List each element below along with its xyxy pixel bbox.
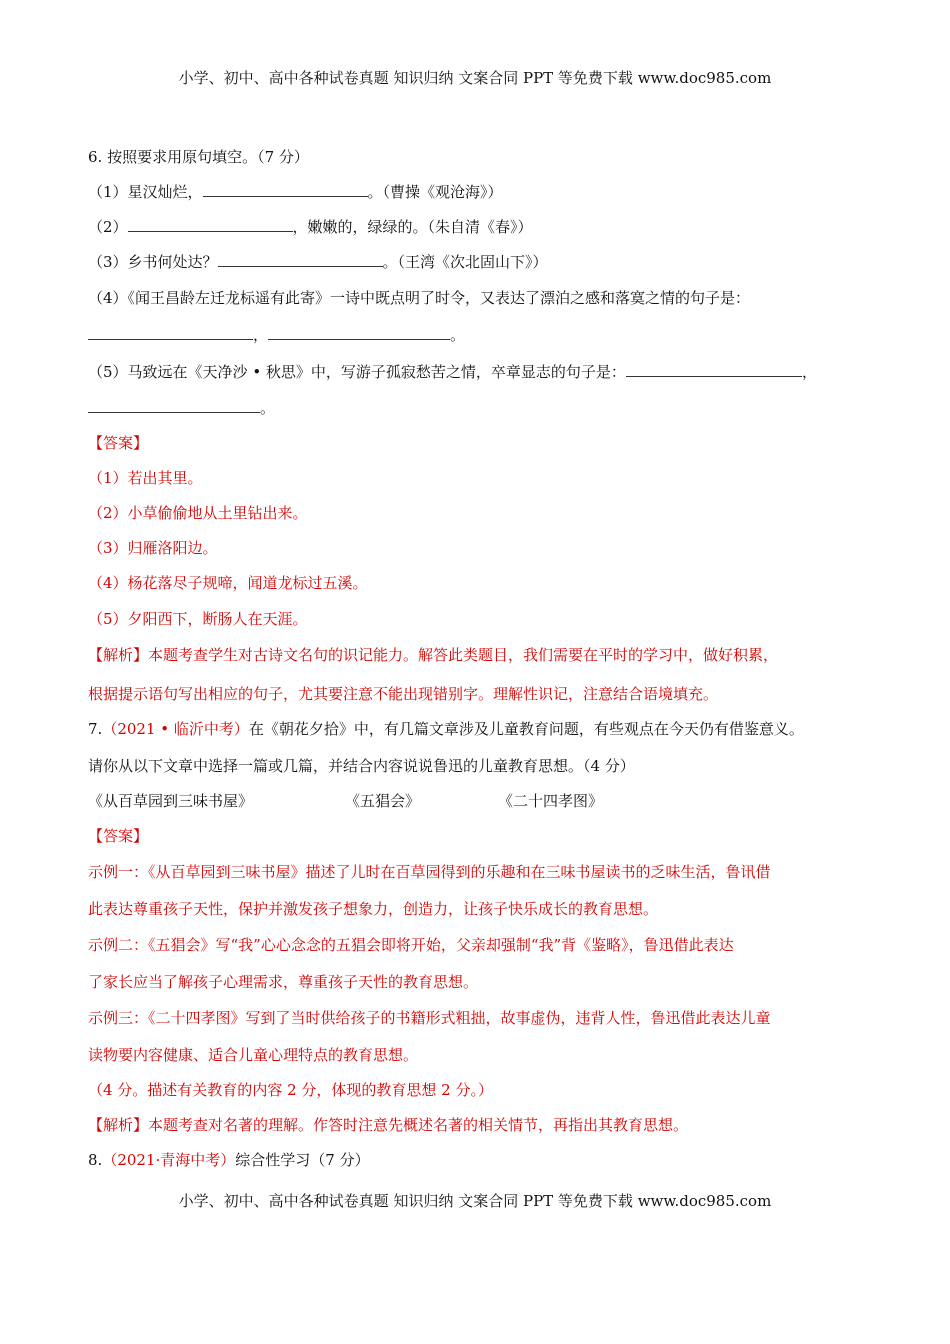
q7-example-2: 示例二：《五猖会》写“我”心心念念的五猖会即将开始，父亲却强制“我”背《鉴略》，鲁迅借此表达: [88, 936, 734, 954]
q7-example-3-cont: 读物要内容健康、适合儿童心理特点的教育思想。: [88, 1046, 419, 1064]
q7-book-1: 《从百草园到三味书屋》: [88, 792, 254, 810]
q6-title: 6. 按照要求用原句填空。（7 分）: [88, 148, 309, 166]
q7-analysis: 【解析】本题考查对名著的理解。作答时注意先概述名著的相关情节，再指出其教育思想。: [88, 1116, 689, 1134]
fill-blank[interactable]: [128, 217, 293, 232]
q7-answer-label: 【答案】: [88, 827, 149, 845]
q6-item-3: （3）乡书何处达？ 。（王湾《次北固山下》）: [88, 253, 548, 271]
fill-blank[interactable]: [626, 362, 802, 377]
q6-answer-2: （2）小草偷偷地从土里钻出来。: [88, 504, 308, 522]
q7-example-1-cont: 此表达尊重孩子天性，保护并激发孩子想象力，创造力，让孩子快乐成长的教育思想。: [88, 900, 659, 918]
q8-title: 8.（2021·青海中考）综合性学习（7 分）: [88, 1151, 370, 1169]
q6-item-4-blanks: ， 。: [88, 325, 465, 345]
q6-answer-3: （3）归雁洛阳边。: [88, 539, 218, 557]
q6-analysis: 【解析】本题考查学生对古诗文名句的识记能力。解答此类题目，我们需要在平时的学习中，做好积累，: [88, 646, 779, 664]
page-footer: 小学、初中、高中各种试卷真题 知识归纳 文案合同 PPT 等免费下载 www.doc985.com: [178, 1192, 772, 1210]
q7-title-cont: 请你从以下文章中选择一篇或几篇，并结合内容说说鲁迅的儿童教育思想。（4 分）: [88, 757, 635, 775]
q7-scoring: （4 分。描述有关教育的内容 2 分，体现的教育思想 2 分。）: [88, 1081, 493, 1099]
fill-blank[interactable]: [88, 398, 260, 413]
q6-item-5: （5）马致远在《天净沙 • 秋思》中，写游子孤寂愁苦之情，卒章显志的句子是： ，: [88, 363, 817, 381]
q7-example-3: 示例三：《二十四孝图》写到了当时供给孩子的书籍形式粗拙，故事虚伪，违背人性，鲁迅借此表达儿童: [88, 1009, 771, 1027]
q6-item-4: （4）《闻王昌龄左迁龙标遥有此寄》一诗中既点明了时令，又表达了漂泊之感和落寞之情的句子是：: [88, 289, 751, 307]
fill-blank[interactable]: [88, 325, 253, 340]
q6-item-2: （2） ，嫩嫩的，绿绿的。（朱自清《春》）: [88, 218, 533, 236]
q6-answer-4: （4）杨花落尽子规啼，闻道龙标过五溪。: [88, 574, 368, 592]
fill-blank[interactable]: [203, 182, 368, 197]
q7-example-2-cont: 了家长应当了解孩子心理需求，尊重孩子天性的教育思想。: [88, 973, 479, 991]
page-header: 小学、初中、高中各种试卷真题 知识归纳 文案合同 PPT 等免费下载 www.doc985.com: [178, 69, 772, 87]
q6-item-5-blanks: 。: [88, 398, 275, 418]
q7-title: 7.（2021 • 临沂中考）在《朝花夕拾》中，有几篇文章涉及儿童教育问题，有些观点在今天仍有借鉴意义。: [88, 720, 804, 738]
q7-book-2: 《五猖会》: [345, 792, 421, 810]
q7-book-3: 《二十四孝图》: [498, 792, 604, 810]
q6-item-1: （1）星汉灿烂， 。（曹操《观沧海》）: [88, 183, 503, 201]
fill-blank[interactable]: [218, 252, 383, 267]
q6-answer-5: （5）夕阳西下，断肠人在天涯。: [88, 610, 308, 628]
q6-answer-1: （1）若出其里。: [88, 469, 203, 487]
q6-analysis-cont: 根据提示语句写出相应的句子，尤其要注意不能出现错别字。理解性识记，注意结合语境填充。: [88, 685, 719, 703]
q7-example-1: 示例一：《从百草园到三味书屋》描述了儿时在百草园得到的乐趣和在三味书屋读书的乏味生活，鲁讯借: [88, 863, 771, 881]
fill-blank[interactable]: [268, 325, 450, 340]
q6-answer-label: 【答案】: [88, 434, 149, 452]
